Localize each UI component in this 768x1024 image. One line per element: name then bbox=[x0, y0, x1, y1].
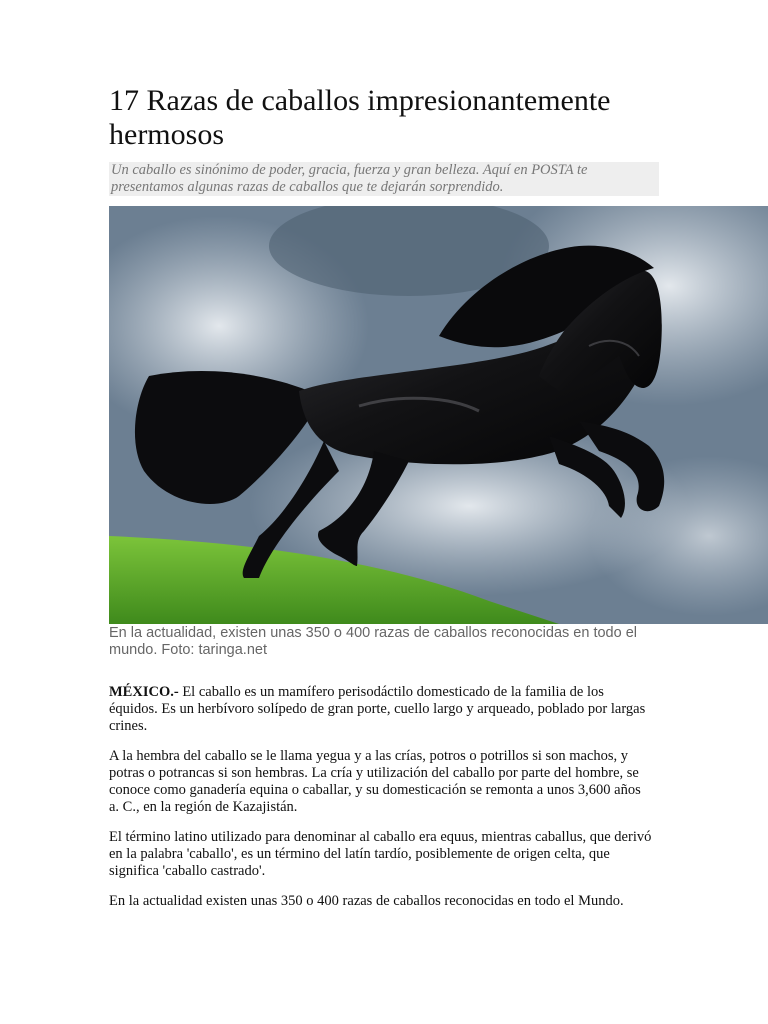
black-horse-rearing-photo bbox=[109, 206, 768, 624]
paragraph-text: El caballo es un mamífero perisodáctilo domesticado de la familia de los équidos. Es un herbívoro solípedo de gran porte, cuello largo y arqueado, poblado por largas crines. bbox=[109, 684, 646, 734]
article-title: 17 Razas de caballos impresionantemente hermosos bbox=[109, 84, 611, 151]
paragraph-text: El término latino utilizado para denominar al caballo era equus, mientras caballus, que derivó en la palabra 'caballo', es un término del latín tardío, posiblemente de origen celta, que significa 'caballo castrado'. bbox=[109, 829, 652, 879]
article-paragraph bbox=[109, 684, 654, 735]
article-paragraph bbox=[109, 829, 654, 880]
photo-caption: En la actualidad, existen unas 350 o 400 razas de caballos reconocidas en todo el mundo. Foto: taringa.net bbox=[109, 625, 637, 658]
article-paragraph bbox=[109, 893, 654, 910]
paragraph-text: A la hembra del caballo se le llama yegua y a las crías, potros o potrillos si son machos, y potras o potrancas si son hembras. La cría y utilización del caballo por parte del hombre, se conoce como ganadería equina o caballar, y su domesticación se remonta a unos 3,600 años a. C., en la región de Kazajistán. bbox=[109, 748, 641, 815]
article-photo bbox=[109, 206, 768, 624]
paragraph-text: En la actualidad existen unas 350 o 400 razas de caballos reconocidas en todo el Mundo. bbox=[109, 893, 624, 909]
article-subtitle: Un caballo es sinónimo de poder, gracia, fuerza y gran belleza. Aquí en POSTA te presentamos algunas razas de caballos que te dejarán sorprendido. bbox=[109, 162, 659, 196]
article-paragraph bbox=[109, 748, 654, 816]
dateline: MÉXICO.- bbox=[109, 684, 179, 700]
